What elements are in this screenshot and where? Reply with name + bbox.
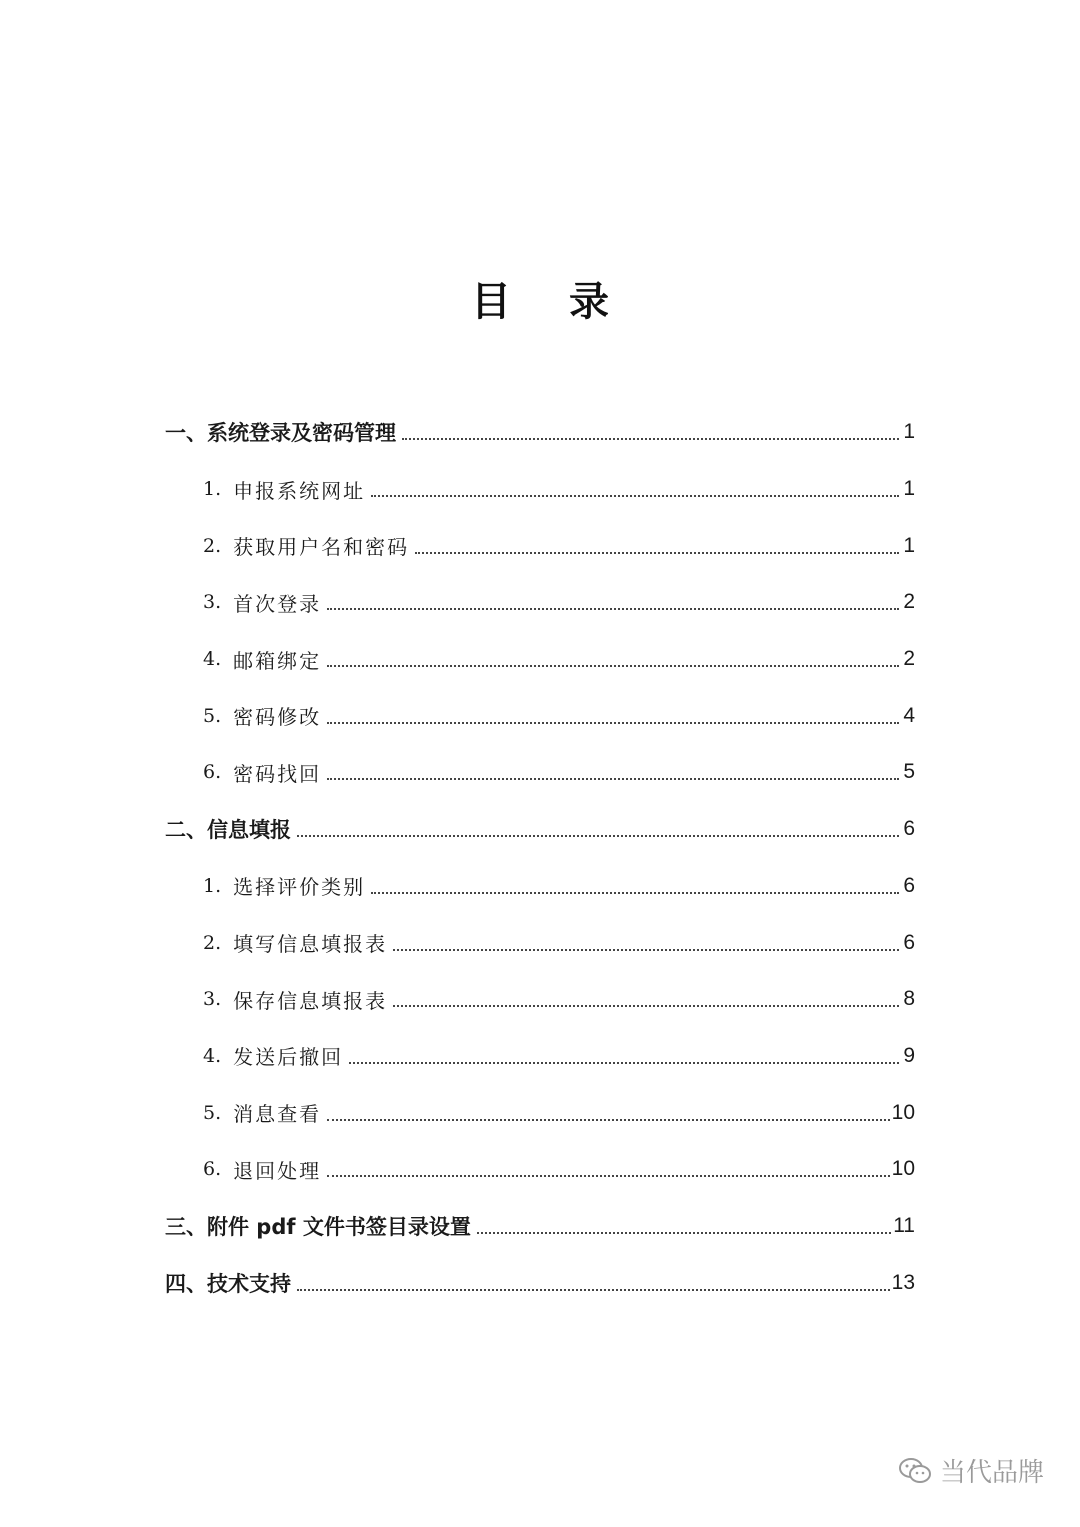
toc-leader-dots: [327, 1119, 890, 1121]
toc-leader-dots: [327, 722, 899, 724]
toc-subsection-entry[interactable]: [165, 1141, 915, 1198]
toc-page-number: 1: [903, 477, 915, 501]
toc-leader-dots: [402, 438, 899, 440]
toc-entry-number: 3.: [203, 988, 222, 1011]
toc-section-entry[interactable]: [165, 801, 915, 858]
toc-leader-dots: [349, 1062, 899, 1064]
toc-leader-dots: [327, 608, 899, 610]
toc-entry-label: 获取用户名和密码: [233, 535, 410, 560]
toc-entry-label: 四、技术支持: [165, 1271, 291, 1296]
toc-entry-number: 4.: [203, 648, 222, 671]
watermark-text: 当代品牌: [939, 1458, 1044, 1488]
toc-subsection-entry[interactable]: [165, 1028, 915, 1085]
toc-entry-label: 消息查看: [233, 1102, 322, 1127]
toc-entry-label: 保存信息填报表: [233, 988, 388, 1013]
toc-page-number: 1: [903, 533, 915, 557]
watermark: [898, 1452, 1044, 1489]
toc-page-number: 10: [891, 1100, 915, 1124]
page-title: 目 录: [471, 279, 631, 325]
toc-subsection-entry[interactable]: [165, 1084, 915, 1141]
toc-section-entry[interactable]: [165, 404, 915, 461]
toc-leader-dots: [371, 495, 899, 497]
toc-subsection-entry[interactable]: [165, 574, 915, 631]
toc-subsection-entry[interactable]: [165, 687, 915, 744]
toc-leader-dots: [297, 835, 899, 837]
toc-entry-number: 2.: [203, 534, 222, 557]
toc-entry-label: 密码修改: [233, 705, 322, 730]
toc-entry-number: 2.: [203, 931, 222, 954]
toc-section-entry[interactable]: [165, 1198, 915, 1255]
toc-page-number: 9: [903, 1043, 915, 1067]
toc-leader-dots: [477, 1232, 891, 1234]
toc-entry-number: 1.: [203, 874, 222, 897]
toc-entry-label: 选择评价类别: [233, 875, 366, 900]
toc-entry-label: 邮箱绑定: [233, 648, 322, 673]
toc-entry-number: 3.: [203, 591, 222, 614]
toc-subsection-entry[interactable]: [165, 744, 915, 801]
toc-entry-label: 密码找回: [233, 761, 322, 786]
toc-subsection-entry[interactable]: [165, 971, 915, 1028]
toc-entry-label: 退回处理: [233, 1158, 322, 1183]
toc-entry-label: 首次登录: [233, 591, 322, 616]
toc-leader-dots: [297, 1289, 890, 1291]
toc-page-number: 6: [903, 873, 915, 897]
toc-subsection-entry[interactable]: [165, 631, 915, 688]
toc-page-number: 4: [903, 703, 915, 727]
toc-section-entry[interactable]: [165, 1254, 915, 1311]
toc-entry-number: 1.: [203, 478, 222, 501]
toc-page-number: 13: [891, 1270, 915, 1294]
toc-subsection-entry[interactable]: [165, 461, 915, 518]
table-of-contents: [165, 404, 915, 1311]
toc-entry-number: 6.: [203, 761, 222, 784]
toc-entry-label: 一、系统登录及密码管理: [165, 421, 396, 446]
toc-entry-label: 填写信息填报表: [233, 932, 388, 957]
toc-entry-number: 6.: [203, 1158, 222, 1181]
toc-leader-dots: [327, 665, 899, 667]
toc-page-number: 2: [903, 590, 915, 614]
toc-entry-number: 4.: [203, 1044, 222, 1067]
toc-page-number: 10: [891, 1157, 915, 1181]
toc-leader-dots: [327, 1175, 890, 1177]
toc-leader-dots: [393, 949, 899, 951]
toc-subsection-entry[interactable]: [165, 517, 915, 574]
toc-page-number: 2: [903, 647, 915, 671]
toc-leader-dots: [415, 552, 899, 554]
toc-page-number: 11: [893, 1213, 915, 1237]
toc-page-number: 1: [903, 420, 915, 444]
toc-page-number: 6: [903, 817, 915, 841]
toc-subsection-entry[interactable]: [165, 914, 915, 971]
toc-entry-label: 三、附件 pdf 文件书签目录设置: [165, 1214, 471, 1239]
toc-entry-number: 5.: [203, 704, 222, 727]
toc-entry-number: 5.: [203, 1101, 222, 1124]
toc-entry-label: 二、信息填报: [165, 818, 291, 843]
toc-subsection-entry[interactable]: [165, 858, 915, 915]
toc-leader-dots: [327, 778, 899, 780]
toc-page-number: 5: [903, 760, 915, 784]
wechat-icon: [898, 1456, 932, 1486]
toc-entry-label: 发送后撤回: [233, 1045, 344, 1070]
toc-page-number: 8: [903, 987, 915, 1011]
toc-entry-label: 申报系统网址: [233, 478, 366, 503]
toc-page-number: 6: [903, 930, 915, 954]
toc-leader-dots: [393, 1005, 899, 1007]
toc-leader-dots: [371, 892, 899, 894]
